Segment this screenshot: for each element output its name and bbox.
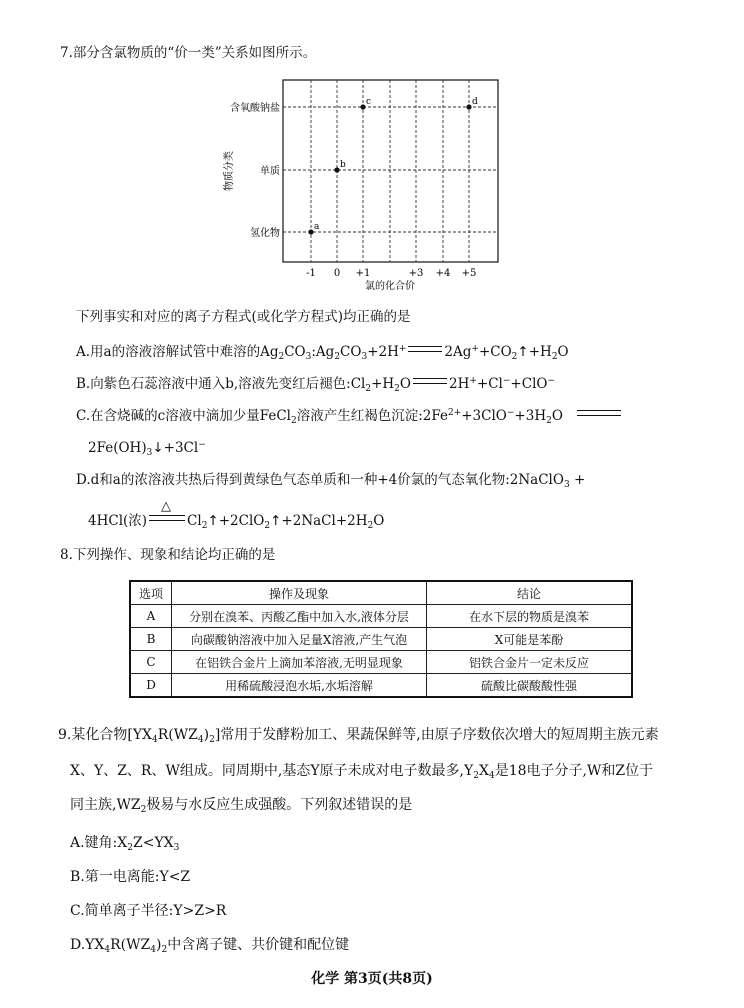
y-tick-label: 氢化物: [250, 228, 280, 239]
data-point: [360, 104, 365, 109]
q9-stem-line3: 同主族$,WZ_2$极易与水反应生成强酸。下列叙述错误的是: [70, 797, 413, 815]
row-conclusion: X可能是苯酚: [427, 628, 633, 651]
q9-option-d: $D.YX_4R(WZ_4)_2$中含离子键、共价键和配位键: [70, 937, 350, 955]
row-operation: 向碳酸钠溶液中加入足量X溶液,产生气泡: [172, 628, 427, 651]
table-row: [130, 628, 632, 651]
q8-stem: 8.下列操作、现象和结论均正确的是: [60, 547, 276, 563]
data-point: [308, 229, 313, 234]
data-point-label: c: [366, 97, 372, 107]
y-tick-label: 含氧酸钠盐: [230, 103, 280, 114]
q9-option-c: C.简单离子半径:Y>Z>R: [70, 903, 227, 919]
q9-stem-line1: 9.某化合物$[YX_4R(WZ_4)_2]$常用于发酵粉加工、果蔬保鲜等,由原子序数依次增大的短周期主族元素: [58, 727, 659, 745]
x-tick-label: +4: [435, 268, 451, 279]
header-conclusion: 结论: [427, 581, 633, 605]
x-tick-label: +5: [461, 268, 477, 279]
table-row: [130, 651, 632, 674]
data-point-label: b: [340, 160, 346, 170]
row-option: B: [130, 628, 172, 651]
row-operation: 用稀硫酸浸泡水垢,水垢溶解: [172, 674, 427, 698]
y-tick-label: 单质: [260, 166, 280, 177]
data-point: [334, 167, 339, 172]
table-row: [130, 605, 632, 628]
x-tick-label: +3: [408, 268, 424, 279]
q7-option-b: B.向紫色石蕊溶液中通入b,溶液先变红后褪色$:Cl_2+H_2O$ 2H++Cl−+ClO−: [76, 376, 555, 394]
q7-option-c-line2: $2Fe(OH)_3↓+3Cl^-$: [88, 440, 206, 458]
data-point: [466, 104, 471, 109]
q7-chart: [0, 0, 744, 300]
row-option: D: [130, 674, 172, 698]
q7-option-d-line2: 4HCl(浓) △ $Cl_2↑+2ClO_2↑+2NaCl+2H_2O$: [88, 499, 385, 531]
q7-option-c: C.在含烧碱的c溶液中滴加少量FeCl$_2$溶液产生红褐色沉淀$:2Fe^{2+}+3ClO^-+3H_2O$: [76, 404, 623, 430]
x-axis-label: 氯的化合价: [365, 281, 415, 292]
table-header-row: [130, 581, 632, 605]
x-tick-label: 0: [333, 268, 341, 279]
y-axis-label: 物质分类: [224, 151, 235, 191]
q8-table: [129, 580, 633, 698]
row-option: A: [130, 605, 172, 628]
q9-option-a: A.键角$:X_2Z<YX_3$: [70, 835, 180, 853]
page-footer: 化学 第3页(共8页): [311, 971, 433, 987]
row-conclusion: 在水下层的物质是溴苯: [427, 605, 633, 628]
header-option: 选项: [130, 581, 172, 605]
q7-option-a: A.用a的溶液溶解试管中难溶的$Ag_2CO_3:Ag_2CO_3+2H^+$ $2Ag^++CO_2↑+H_2O$: [76, 344, 569, 362]
q7-prompt: 下列事实和对应的离子方程式(或化学方程式)均正确的是: [76, 309, 411, 325]
data-point-label: d: [472, 97, 478, 107]
row-operation: 在铝铁合金片上滴加苯溶液,无明显现象: [172, 651, 427, 674]
table-row: [130, 674, 632, 698]
row-option: C: [130, 651, 172, 674]
q9-option-b: B.第一电离能:Y<Z: [70, 869, 191, 885]
q9-stem-line2: X、Y、Z、R、W组成。同周期中,基态Y原子未成对电子数最多$,Y_2X_4$是18电子分子,W和Z位于: [70, 763, 654, 781]
row-operation: 分别在溴苯、丙酸乙酯中加入水,液体分层: [172, 605, 427, 628]
q7-option-d: D.d和a的浓溶液共热后得到黄绿色气态单质和一种+4价氯的气态氧化物:2NaClO$_3$ +: [76, 472, 586, 490]
q7-stem: 7.部分含氯物质的“价一类”关系如图所示。: [60, 45, 317, 61]
header-operation: 操作及现象: [172, 581, 427, 605]
x-tick-label: -1: [306, 268, 316, 279]
data-point-label: a: [314, 222, 320, 232]
row-conclusion: 硫酸比碳酸酸性强: [427, 674, 633, 698]
x-tick-label: +1: [355, 268, 371, 279]
row-conclusion: 铝铁合金片一定未反应: [427, 651, 633, 674]
